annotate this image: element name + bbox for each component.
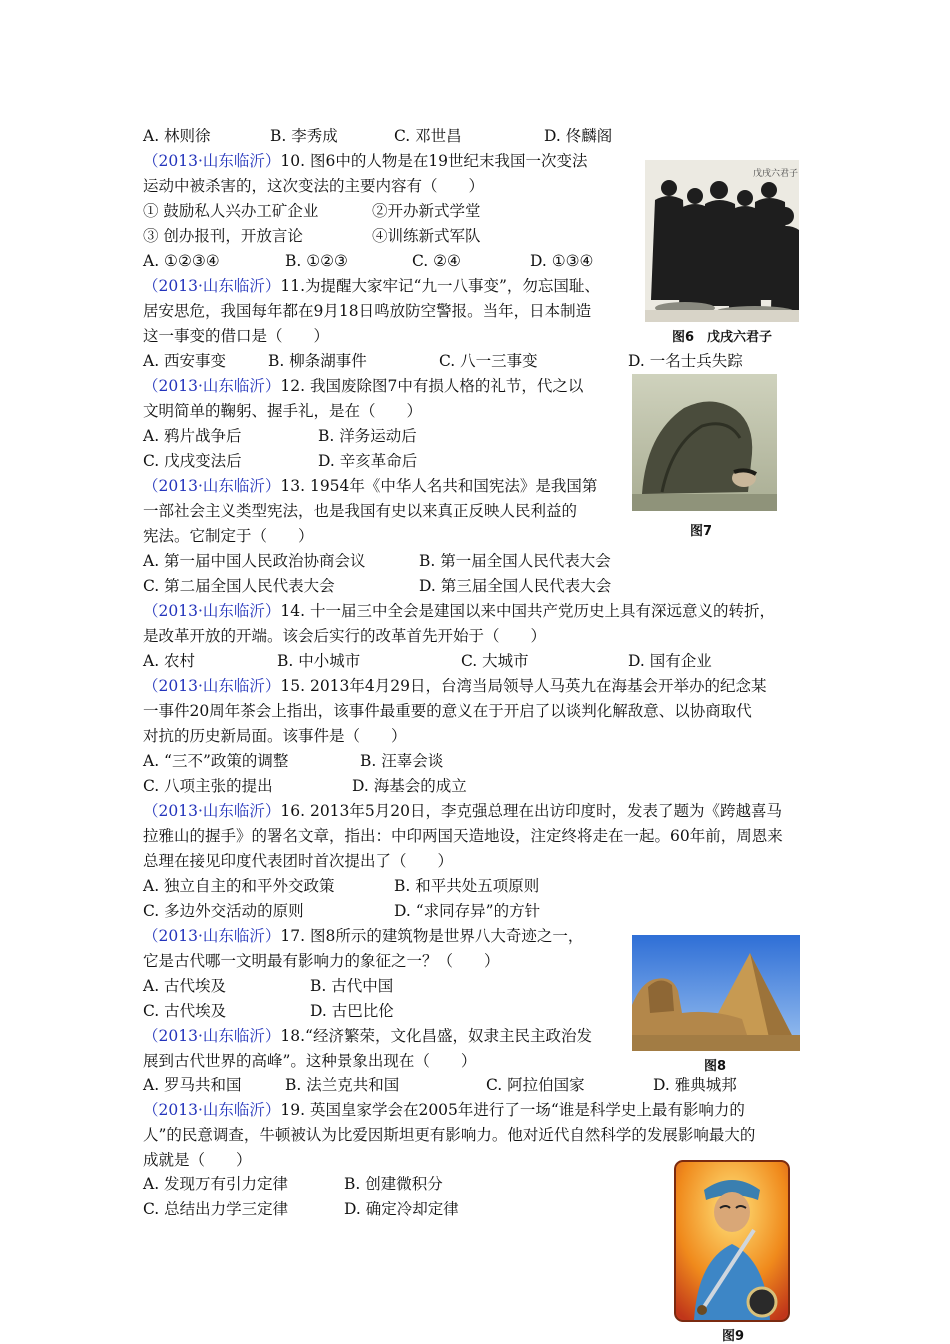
q18-text-1: 18.“经济繁荣，文化昌盛，奴隶主民主政治发 bbox=[280, 1027, 592, 1045]
q14-line-2: 是改革开放的开端。该会后实行的改革首先开始于（ ） bbox=[143, 627, 547, 645]
q18-line-2: 展到古代世界的高峰”。这种景象出现在（ ） bbox=[143, 1052, 477, 1070]
q10-option-d: D. ①③④ bbox=[530, 252, 594, 270]
q16-line-3: 总理在接见印度代表团时首次提出了（ ） bbox=[143, 852, 454, 870]
q11-option-b: B. 柳条湖事件 bbox=[268, 352, 367, 370]
q14-line-1 bbox=[143, 599, 775, 623]
q18-line-1 bbox=[143, 1024, 592, 1048]
q19-text-1: 19. 英国皇家学会在2005年进行了一场“谁是科学史上最有影响力的 bbox=[280, 1101, 745, 1119]
figure-7-caption: 图7 bbox=[690, 524, 713, 539]
q18-option-c: C. 阿拉伯国家 bbox=[486, 1076, 585, 1094]
q11-option-a: A. 西安事变 bbox=[143, 352, 227, 370]
q13-line-2: 一部社会主义类型宪法，也是我国有史以来真正反映人民利益的 bbox=[143, 502, 578, 520]
q11-text-1: 11.为提醒大家牢记“九一八事变”，勿忘国耻、 bbox=[280, 277, 600, 295]
q16-line-1 bbox=[143, 799, 782, 823]
q19-source: （2013·山东临沂） bbox=[143, 1101, 281, 1119]
warrior-card-illustration bbox=[674, 1160, 790, 1322]
q15-line-3: 对抗的历史新局面。该事件是（ ） bbox=[143, 727, 407, 745]
q12-option-b: B. 洋务运动后 bbox=[318, 427, 417, 445]
q12-line-2: 文明简单的鞠躬、握手礼，是在（ ） bbox=[143, 402, 423, 420]
q12-option-d: D. 辛亥革命后 bbox=[318, 452, 418, 470]
six-gentlemen-illustration bbox=[645, 160, 799, 322]
q11-line-1 bbox=[143, 274, 600, 298]
q17-line-1 bbox=[143, 924, 583, 948]
q10-item-3: ③ 创办报刊，开放言论 bbox=[143, 227, 303, 245]
q18-source: （2013·山东临沂） bbox=[143, 1027, 281, 1045]
q18-option-d: D. 雅典城邦 bbox=[653, 1076, 737, 1094]
q14-option-c: C. 大城市 bbox=[461, 652, 529, 670]
q9-option-d: D. 佟麟阁 bbox=[544, 127, 613, 145]
q19-option-c: C. 总结出力学三定律 bbox=[143, 1200, 289, 1218]
q11-line-3: 这一事变的借口是（ ） bbox=[143, 327, 330, 345]
q14-option-d: D. 国有企业 bbox=[628, 652, 712, 670]
q13-option-d: D. 第三届全国人民代表大会 bbox=[419, 577, 612, 595]
q14-text-1: 14. 十一届三中全会是建国以来中国共产党历史上具有深远意义的转折， bbox=[280, 602, 775, 620]
q15-option-d: D. 海基会的成立 bbox=[352, 777, 467, 795]
q17-option-d: D. 古巴比伦 bbox=[310, 1002, 394, 1020]
q10-source: （2013·山东临沂） bbox=[143, 152, 281, 170]
q18-option-a: A. 罗马共和国 bbox=[143, 1076, 242, 1094]
q19-line-2: 人”的民意调查，牛顿被认为比爱因斯坦更有影响力。他对近代自然科学的发展影响最大的 bbox=[143, 1126, 756, 1144]
kowtow-illustration bbox=[632, 374, 777, 511]
q16-text-1: 16. 2013年5月20日，李克强总理在出访印度时，发表了题为《跨越喜马 bbox=[280, 802, 782, 820]
q16-option-a: A. 独立自主的和平外交政策 bbox=[143, 877, 335, 895]
q16-line-2: 拉雅山的握手》的署名文章，指出：中印两国天造地设，注定终将走在一起。60年前，周恩来 bbox=[143, 827, 783, 845]
fig6-inscription: 戊戌六君子 bbox=[753, 169, 799, 179]
q11-option-d: D. 一名士兵失踪 bbox=[628, 352, 743, 370]
q19-option-a: A. 发现万有引力定律 bbox=[143, 1175, 289, 1193]
q10-line-1 bbox=[143, 149, 588, 173]
q13-line-3: 宪法。它制定于（ ） bbox=[143, 527, 314, 545]
q12-text-1: 12. 我国废除图7中有损人格的礼节，代之以 bbox=[280, 377, 584, 395]
sphinx-pyramid-illustration bbox=[632, 935, 800, 1051]
q13-text-1: 13. 1954年《中华人名共和国宪法》是我国第 bbox=[280, 477, 598, 495]
q17-option-a: A. 古代埃及 bbox=[143, 977, 227, 995]
figure-6-caption: 图6 戊戌六君子 bbox=[672, 330, 773, 345]
q17-text-1: 17. 图8所示的建筑物是世界八大奇迹之一， bbox=[280, 927, 584, 945]
q10-line-2: 运动中被杀害的，这次变法的主要内容有（ ） bbox=[143, 177, 485, 195]
q12-source: （2013·山东临沂） bbox=[143, 377, 281, 395]
q10-option-a: A. ①②③④ bbox=[143, 252, 220, 270]
q10-item-2: ②开办新式学堂 bbox=[372, 202, 481, 220]
q10-text-1: 10. 图6中的人物是在19世纪末我国一次变法 bbox=[280, 152, 588, 170]
q17-line-2: 它是古代哪一文明最有影响力的象征之一？（ ） bbox=[143, 952, 500, 970]
q13-source: （2013·山东临沂） bbox=[143, 477, 281, 495]
q11-line-2: 居安思危，我国每年都在9月18日鸣放防空警报。当年，日本制造 bbox=[143, 302, 592, 320]
q10-item-4: ④训练新式军队 bbox=[372, 227, 481, 245]
q15-option-b: B. 汪辜会谈 bbox=[360, 752, 444, 770]
q19-line-1 bbox=[143, 1098, 745, 1122]
q12-option-a: A. 鸦片战争后 bbox=[143, 427, 242, 445]
q15-option-c: C. 八项主张的提出 bbox=[143, 777, 273, 795]
q13-line-1 bbox=[143, 474, 597, 498]
q11-option-c: C. 八一三事变 bbox=[439, 352, 538, 370]
q19-line-3: 成就是（ ） bbox=[143, 1151, 252, 1169]
q13-option-a: A. 第一届中国人民政治协商会议 bbox=[143, 552, 366, 570]
q14-option-b: B. 中小城市 bbox=[277, 652, 361, 670]
q15-line-1 bbox=[143, 674, 767, 698]
q14-source: （2013·山东临沂） bbox=[143, 602, 281, 620]
q10-option-c: C. ②④ bbox=[412, 252, 461, 270]
q14-option-a: A. 农村 bbox=[143, 652, 196, 670]
q11-source: （2013·山东临沂） bbox=[143, 277, 281, 295]
q9-option-c: C. 邓世昌 bbox=[394, 127, 462, 145]
figure-7-image bbox=[632, 374, 777, 511]
q10-option-b: B. ①②③ bbox=[285, 252, 348, 270]
figure-6-image bbox=[645, 160, 799, 322]
figure-8-image bbox=[632, 935, 800, 1051]
q9-option-b: B. 李秀成 bbox=[270, 127, 338, 145]
q13-option-c: C. 第二届全国人民代表大会 bbox=[143, 577, 335, 595]
figure-8-caption: 图8 bbox=[704, 1059, 727, 1074]
figure-9-caption: 图9 bbox=[722, 1329, 745, 1344]
q16-option-d: D. “求同存异”的方针 bbox=[394, 902, 541, 920]
q15-line-2: 一事件20周年茶会上指出，该事件最重要的意义在于开启了以谈判化解敌意、以协商取代 bbox=[143, 702, 752, 720]
q12-option-c: C. 戊戌变法后 bbox=[143, 452, 242, 470]
q17-option-b: B. 古代中国 bbox=[310, 977, 394, 995]
q12-line-1 bbox=[143, 374, 583, 398]
q17-option-c: C. 古代埃及 bbox=[143, 1002, 227, 1020]
q13-option-b: B. 第一届全国人民代表大会 bbox=[419, 552, 611, 570]
figure-9-image bbox=[674, 1160, 790, 1322]
q15-option-a: A. “三不”政策的调整 bbox=[143, 752, 289, 770]
q15-source: （2013·山东临沂） bbox=[143, 677, 281, 695]
q17-source: （2013·山东临沂） bbox=[143, 927, 281, 945]
q15-text-1: 15. 2013年4月29日，台湾当局领导人马英九在海基会开举办的纪念某 bbox=[280, 677, 767, 695]
q16-option-b: B. 和平共处五项原则 bbox=[394, 877, 540, 895]
q16-source: （2013·山东临沂） bbox=[143, 802, 281, 820]
q10-item-1: ① 鼓励私人兴办工矿企业 bbox=[143, 202, 319, 220]
q18-option-b: B. 法兰克共和国 bbox=[285, 1076, 400, 1094]
q16-option-c: C. 多边外交活动的原则 bbox=[143, 902, 304, 920]
q9-option-a: A. 林则徐 bbox=[143, 127, 211, 145]
q19-option-b: B. 创建微积分 bbox=[344, 1175, 443, 1193]
q19-option-d: D. 确定冷却定律 bbox=[344, 1200, 459, 1218]
